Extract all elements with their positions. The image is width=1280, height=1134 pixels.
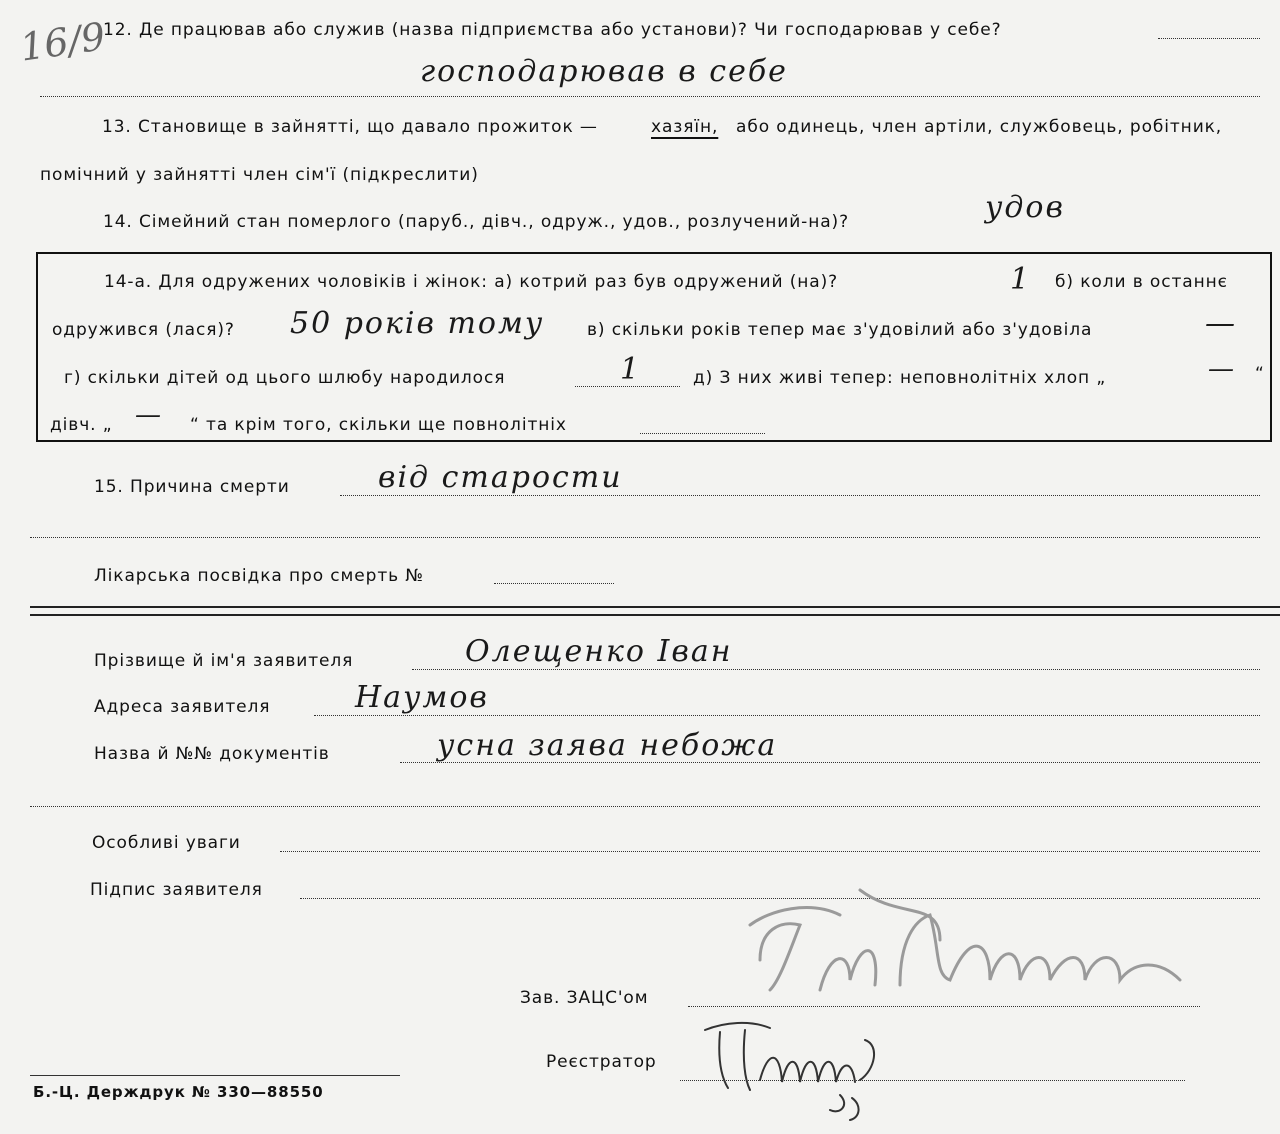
q14a-answer-f: — [135, 400, 163, 430]
q12-dots [1158, 38, 1260, 39]
q15-line2 [30, 537, 1260, 538]
q14a-line2: одружився (лася)? [52, 320, 235, 340]
applicant-docs-label: Назва й №№ документів [94, 744, 330, 764]
q14-label: 14. Сімейний стан померлого (паруб., дівч., одруж., удов., розлучений-на)? [103, 212, 849, 232]
registrar-signature [690, 1010, 910, 1125]
applicant-docs-line2 [30, 806, 1260, 807]
q14a-line4a: дівч. „ [50, 415, 113, 435]
q12-answer: господарював в себе [420, 54, 788, 89]
q14a-answer-b: 50 років тому [290, 306, 545, 341]
q13-label-c: помічний у зайнятті член сім'ї (підкреслити) [40, 165, 479, 185]
applicant-addr-label: Адреса заявителя [94, 697, 271, 717]
printer-imprint: Б.-Ц. Держдрук № 330—88550 [33, 1083, 324, 1101]
q14a-line1b: б) коли в останнє [1055, 272, 1228, 292]
q14a-line1: 14-а. Для одружених чоловіків і жінок: а) котрий раз був одружений (на)? [104, 272, 839, 292]
printer-rule [30, 1075, 400, 1076]
applicant-name-label: Прізвище й ім'я заявителя [94, 651, 354, 671]
q14a-line3b: д) З них живі тепер: неповнолітніх хлоп „ [693, 368, 1107, 388]
applicant-sign-label: Підпис заявителя [90, 880, 263, 900]
divider-bottom [30, 614, 1280, 616]
q14a-answer-d: 1 [620, 352, 642, 387]
q12-label: 12. Де працював або служив (назва підприємства або установи)? Чи господарював у себе? [103, 20, 1002, 40]
applicant-name-answer: Олещенко Іван [465, 634, 733, 669]
divider-top [30, 606, 1280, 608]
q14a-answer-e: — [1208, 354, 1236, 384]
q13-label-a: 13. Становище в зайнятті, що давало прожиток — [102, 117, 598, 137]
q14a-answer-a: 1 [1010, 262, 1032, 297]
registrar-label: Реєстратор [546, 1052, 657, 1072]
med-label: Лікарська посвідка про смерть № [94, 566, 424, 586]
q13-underlined: хазяїн, [651, 117, 719, 137]
applicant-addr-dots [314, 715, 1260, 716]
q15-answer: від старости [378, 460, 623, 495]
zags-head-label: Зав. ЗАЦС'ом [520, 988, 649, 1008]
applicant-addr-answer: Наумов [355, 680, 489, 715]
q15-dots [340, 495, 1260, 496]
applicant-name-dots [412, 669, 1260, 670]
q15-label: 15. Причина смерти [94, 477, 290, 497]
q12-answer-line [40, 96, 1260, 97]
q14a-line3c: “ [1255, 364, 1265, 384]
med-dots [494, 583, 614, 584]
q14-answer: удов [985, 190, 1065, 225]
applicant-notes-dots [280, 851, 1260, 852]
margin-note: 16/9 [17, 14, 108, 70]
q14a-line4b: “ та крім того, скільки ще повнолітніх [190, 415, 567, 435]
applicant-notes-label: Особливі уваги [92, 833, 241, 853]
q14a-answer-c: — [1205, 306, 1237, 341]
q13-label-b: або одинець, член артіли, службовець, робітник, [736, 117, 1223, 137]
q14a-line3: г) скільки дітей од цього шлюбу народилося [64, 368, 506, 388]
applicant-docs-answer: усна заява небожа [437, 728, 778, 763]
head-signature [700, 880, 1240, 1020]
q14a-line2b: в) скільки років тепер має з'удовілий або з'удовіла [587, 320, 1093, 340]
q14a-line4-dots [640, 433, 765, 434]
